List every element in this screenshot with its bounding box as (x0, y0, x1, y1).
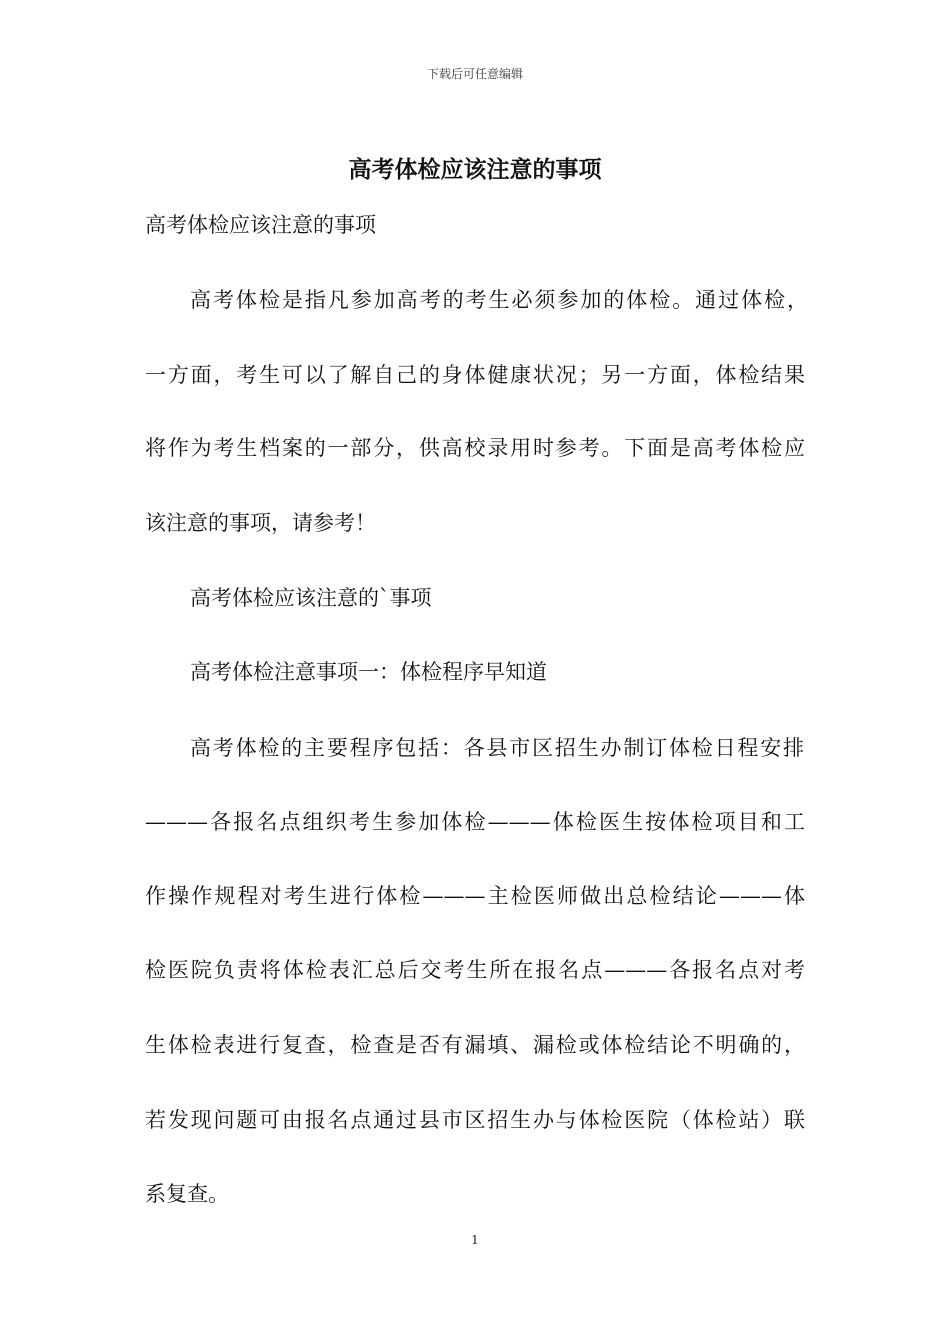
body-line-5: 生体检表进行复查，检查是否有漏填、漏检或体检结论不明确的， (145, 1033, 805, 1057)
body-line-7: 系复查。 (145, 1182, 229, 1206)
body-line-3: 作操作规程对考生进行体检———主检医师做出总检结论———体 (145, 884, 805, 908)
page-header: 下载后可任意编辑 (426, 67, 523, 81)
item-heading: 高考体检注意事项一：体检程序早知道 (190, 660, 547, 684)
intro-line-2: 一方面，考生可以了解自己的身体健康状况；另一方面，体检结果 (145, 363, 805, 387)
section-heading: 高考体检应该注意的`事项 (190, 586, 432, 610)
body-line-4: 检医院负责将体检表汇总后交考生所在报名点———各报名点对考 (145, 958, 805, 982)
intro-line-1: 高考体检是指凡参加高考的考生必须参加的体检。通过体检， (190, 288, 808, 312)
body-line-1: 高考体检的主要程序包括：各县市区招生办制订体检日程安排 (190, 736, 804, 760)
intro-line-4: 该注意的事项，请参考！ (145, 511, 376, 535)
intro-line-3: 将作为考生档案的一部分，供高校录用时参考。下面是高考体检应 (145, 436, 805, 460)
body-line-6: 若发现问题可由报名点通过县市区招生办与体检医院（体检站）联 (145, 1108, 805, 1132)
document-title: 高考体检应该注意的事项 (348, 156, 602, 183)
document-subtitle: 高考体检应该注意的事项 (145, 213, 376, 237)
body-line-2: ———各报名点组织考生参加体检———体检医生按体检项目和工 (145, 810, 805, 834)
page-number: 1 (471, 1233, 479, 1247)
